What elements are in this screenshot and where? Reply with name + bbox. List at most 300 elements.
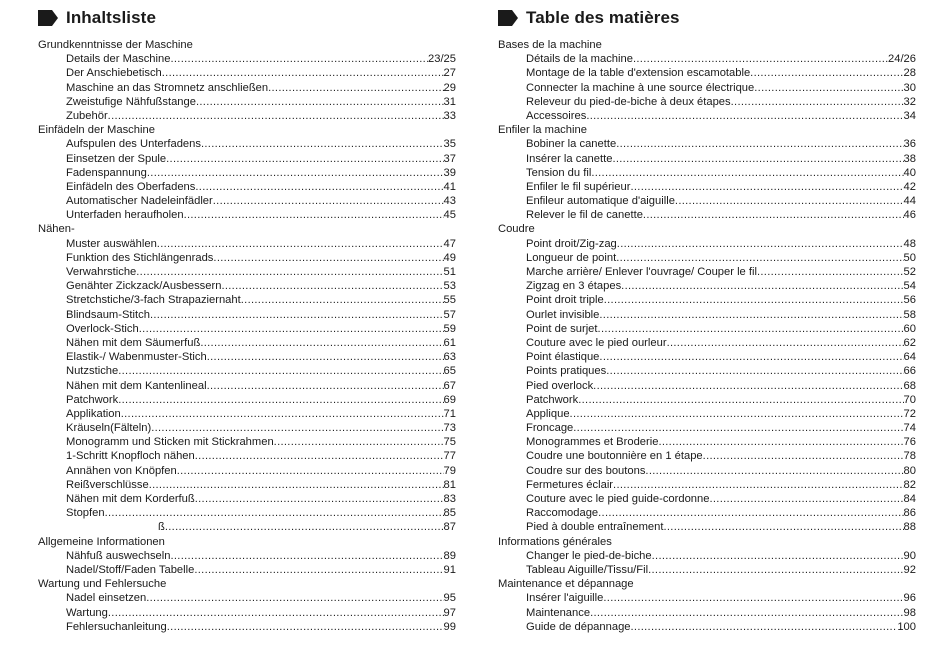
- toc-entry-label: Relever le fil de canette: [526, 209, 643, 222]
- toc-entry-page: 35: [443, 138, 456, 151]
- toc-entry-label: Pied overlock: [526, 379, 594, 392]
- toc-entry-label: Applikation: [66, 407, 121, 420]
- toc-entry-label: Der Anschiebetisch: [66, 67, 162, 80]
- toc-dot-leader: [166, 152, 443, 166]
- toc-entry: [498, 52, 916, 66]
- toc-dot-leader: [604, 293, 904, 307]
- toc-entry: [38, 620, 456, 634]
- toc-entry-page: 34: [903, 109, 916, 122]
- toc-dot-leader: [121, 407, 444, 421]
- toc-dot-leader: [195, 492, 444, 506]
- toc-entry-label: Connecter la machine à une source électrique: [526, 81, 755, 94]
- toc-entry: [38, 194, 456, 208]
- toc-dot-leader: [201, 137, 444, 151]
- toc-entry: [498, 279, 916, 293]
- toc-entry: [38, 464, 456, 478]
- toc-entry-page: 85: [443, 507, 456, 520]
- toc-entry-label: Pied à double entraînement: [526, 521, 664, 534]
- toc-entry-label: Nadel einsetzen: [66, 592, 147, 605]
- toc-dot-leader: [631, 620, 898, 634]
- toc-entry: [498, 393, 916, 407]
- toc-entry-label: Einsetzen der Spule: [66, 152, 167, 165]
- toc-entry: [498, 421, 916, 435]
- toc-entry: [38, 478, 456, 492]
- toc-dot-leader: [105, 506, 444, 520]
- toc-dot-leader: [598, 506, 903, 520]
- toc-dot-leader: [162, 66, 444, 80]
- toc-dot-leader: [207, 379, 444, 393]
- toc-entry: [38, 492, 456, 506]
- toc-entry-label: Wartung: [66, 606, 108, 619]
- toc-entry-page: 28: [903, 67, 916, 80]
- toc-entry: [498, 478, 916, 492]
- toc-dot-leader: [268, 81, 443, 95]
- toc-dot-leader: [754, 81, 903, 95]
- toc-section-heading: [498, 123, 916, 137]
- toc-section-heading: [38, 38, 456, 52]
- toc-entry: [498, 506, 916, 520]
- toc-entry: [498, 591, 916, 605]
- toc-entry-page: 50: [903, 251, 916, 264]
- toc-entry-page: 57: [443, 308, 456, 321]
- toc-dot-leader: [578, 393, 903, 407]
- toc-dot-leader: [603, 591, 903, 605]
- toc-dot-leader: [606, 364, 903, 378]
- toc-dot-leader: [147, 166, 444, 180]
- toc-entry: [38, 379, 456, 393]
- pentagon-marker-icon: [38, 10, 58, 26]
- toc-entry: [498, 308, 916, 322]
- toc-entry: [38, 350, 456, 364]
- toc-entry-page: 86: [903, 507, 916, 520]
- toc-entry-page: 82: [903, 478, 916, 491]
- toc-entry-page: 39: [443, 166, 456, 179]
- toc-entry-page: 24/26: [888, 53, 916, 66]
- toc-entry-page: 78: [903, 450, 916, 463]
- toc-entry-label: Fadenspannung: [66, 166, 147, 179]
- toc-entry-label: Overlock-Stich: [66, 322, 139, 335]
- toc-entry: [498, 464, 916, 478]
- toc-entry-label: Reißverschlüsse: [66, 478, 149, 491]
- toc-entry-label: Stretchstiche/3-fach Strapaziernaht: [66, 294, 241, 307]
- toc-entry: [498, 66, 916, 80]
- toc-entry-page: 59: [443, 322, 456, 335]
- toc-dot-leader: [136, 265, 443, 279]
- toc-entry: [38, 166, 456, 180]
- toc-entry-label: Nähfuß auswechseln: [66, 549, 171, 562]
- toc-entry: [498, 563, 916, 577]
- toc-dot-leader: [593, 379, 903, 393]
- toc-dot-leader: [570, 407, 904, 421]
- toc-entry-label: 1-Schritt Knopfloch nähen: [66, 450, 195, 463]
- toc-entry-label: Bases de la machine: [498, 39, 602, 51]
- toc-entry-label: Nutzstiche: [66, 365, 119, 378]
- toc-entry-page: 98: [903, 606, 916, 619]
- toc-dot-leader: [165, 520, 444, 534]
- toc-entry-label: Monogramm und Sticken mit Stickrahmen: [66, 436, 274, 449]
- toc-entry-page: 72: [903, 407, 916, 420]
- toc-dot-leader: [658, 435, 903, 449]
- toc-dot-leader: [170, 549, 443, 563]
- toc-entry: [38, 435, 456, 449]
- toc-entry-label: Nähen mit dem Korderfuß: [66, 493, 195, 505]
- toc-entry: [38, 66, 456, 80]
- toc-entry-page: 89: [443, 549, 456, 562]
- toc-dot-leader: [590, 606, 903, 620]
- toc-entry-page: 83: [443, 493, 456, 505]
- toc-entry-label: Coudre: [498, 223, 535, 236]
- toc-entry-label: Froncage: [526, 422, 574, 435]
- toc-entry-label: Details der Maschine: [66, 53, 171, 66]
- toc-entry-label: Enfiler le fil supérieur: [526, 180, 631, 193]
- toc-entry: [498, 152, 916, 166]
- toc-entry-label: Point de surjet: [526, 322, 598, 335]
- toc-entry-label: Zubehör: [66, 109, 108, 122]
- toc-entry-page: 84: [903, 493, 916, 505]
- toc-dot-leader: [599, 350, 903, 364]
- toc-entry-page: 96: [903, 592, 916, 605]
- toc-entry: [38, 506, 456, 520]
- toc-entry-label: Elastik-/ Wabenmuster-Stich: [66, 351, 207, 364]
- toc-entry-label: Automatischer Nadeleinfädler: [66, 195, 213, 208]
- toc-entry: [38, 308, 456, 322]
- toc-entry-page: 37: [443, 152, 456, 165]
- toc-entry: [38, 407, 456, 421]
- toc-dot-leader: [150, 308, 444, 322]
- toc-dot-leader: [591, 166, 903, 180]
- toc-entry-label: Kräuseln(Fälteln): [66, 422, 152, 435]
- toc-entry-page: 56: [903, 294, 916, 307]
- toc-entry-page: 67: [443, 379, 456, 392]
- toc-entry-label: Raccomodage: [526, 507, 599, 520]
- toc-dot-leader: [573, 421, 903, 435]
- toc-entry: [38, 563, 456, 577]
- toc-entry-label: Fermetures éclair: [526, 478, 614, 491]
- toc-section-heading: [38, 535, 456, 549]
- toc-entry-page: 80: [903, 464, 916, 477]
- toc-entry-label: Coudre sur des boutons: [526, 464, 646, 477]
- toc-entry-page: 32: [903, 95, 916, 108]
- toc-entry-label: Accessoires: [526, 109, 587, 122]
- toc-entry: [38, 279, 456, 293]
- toc-entry-page: 30: [903, 81, 916, 94]
- toc-dot-leader: [177, 464, 444, 478]
- toc-dot-leader: [195, 180, 443, 194]
- toc-entry-label: Guide de dépannage: [526, 620, 631, 633]
- toc-entry-label: Genähter Zickzack/Ausbessern: [66, 280, 222, 293]
- toc-dot-leader: [750, 66, 903, 80]
- toc-entry-label: Maintenance: [526, 606, 591, 619]
- toc-dot-leader: [108, 109, 444, 123]
- toc-section-heading: [498, 535, 916, 549]
- toc-entry: [498, 435, 916, 449]
- toc-entry-page: 76: [903, 436, 916, 449]
- toc-entry-label: Changer le pied-de-biche: [526, 549, 652, 562]
- toc-entry-page: 38: [903, 152, 916, 165]
- toc-entry-page: 71: [443, 407, 456, 420]
- toc-entry-page: 75: [443, 436, 456, 449]
- toc-section-heading: [38, 123, 456, 137]
- toc-entry-page: 74: [903, 422, 916, 435]
- toc-entry: [38, 520, 456, 534]
- toc-entry-label: Nähen mit dem Kantenlineal: [66, 379, 207, 392]
- toc-entry: [498, 265, 916, 279]
- toc-entry-label: Enfileur automatique d'aiguille: [526, 195, 675, 208]
- toc-entry-label: Détails de la machine: [526, 53, 633, 66]
- toc-dot-leader: [213, 251, 443, 265]
- toc-entry-label: Annähen von Knöpfen: [66, 464, 177, 477]
- toc-entry: [498, 81, 916, 95]
- toc-entry-page: 55: [443, 294, 456, 307]
- toc-entry: [38, 364, 456, 378]
- toc-dot-leader: [118, 393, 443, 407]
- toc-entry: [498, 492, 916, 506]
- toc-dot-leader: [613, 478, 904, 492]
- toc-entry-page: 91: [443, 563, 456, 576]
- toc-entry-page: 90: [903, 549, 916, 562]
- toc-entry: [498, 137, 916, 151]
- toc-dot-leader: [586, 109, 903, 123]
- toc-entry: [498, 237, 916, 251]
- toc-dot-leader: [200, 336, 443, 350]
- toc-dot-leader: [703, 449, 904, 463]
- toc-entry: [38, 208, 456, 222]
- toc-entry: [498, 379, 916, 393]
- toc-dot-leader: [196, 95, 444, 109]
- toc-entry-page: 29: [443, 81, 456, 94]
- toc-entry-page: 66: [903, 365, 916, 378]
- toc-entry: [38, 81, 456, 95]
- toc-entry: [38, 322, 456, 336]
- toc-entry-page: 54: [903, 280, 916, 293]
- toc-entry-page: 65: [443, 365, 456, 378]
- toc-entry: [498, 208, 916, 222]
- toc-entry: [38, 421, 456, 435]
- toc-entry-page: 64: [903, 351, 916, 364]
- toc-entry-label: Patchwork: [526, 393, 579, 406]
- toc-entry-label: Nähen-: [38, 223, 75, 236]
- toc-entry: [38, 137, 456, 151]
- toc-dot-leader: [599, 308, 903, 322]
- toc-entry-page: 69: [443, 393, 456, 406]
- toc-entry: [38, 393, 456, 407]
- toc-dot-leader: [645, 464, 903, 478]
- toc-french: [498, 8, 916, 634]
- toc-entry-label: Marche arrière/ Enlever l'ouvrage/ Couper le fil: [526, 266, 757, 278]
- toc-section-heading: [38, 222, 456, 236]
- toc-entry-page: 42: [903, 180, 916, 193]
- toc-entry-page: 43: [443, 195, 456, 208]
- toc-german-title: Inhaltsliste: [66, 8, 157, 27]
- toc-dot-leader: [621, 279, 903, 293]
- toc-entry-label: Nadel/Stoff/Faden Tabelle: [66, 563, 195, 576]
- toc-entry-page: 52: [903, 266, 916, 278]
- toc-entry: [498, 95, 916, 109]
- toc-entry-label: Fehlersuchanleitung: [66, 620, 167, 633]
- toc-entry-label: Coudre une boutonnière en 1 étape: [526, 450, 703, 463]
- toc-dot-leader: [675, 194, 904, 208]
- toc-entry: [498, 407, 916, 421]
- toc-entry: [498, 549, 916, 563]
- toc-entry-page: 92: [903, 563, 916, 576]
- toc-dot-leader: [616, 137, 903, 151]
- toc-entry-page: 53: [443, 280, 456, 293]
- toc-entry-label: Point droit/Zig-zag: [526, 237, 617, 250]
- toc-entry-label: Enfiler la machine: [498, 124, 587, 137]
- toc-entry-label: Releveur du pied-de-biche à deux étapes: [526, 95, 731, 108]
- toc-entry-label: ß: [158, 521, 165, 534]
- toc-entry-label: Nähen mit dem Säumerfuß: [66, 336, 201, 349]
- toc-dot-leader: [139, 322, 444, 336]
- toc-entry-label: Aufspulen des Unterfadens: [66, 138, 201, 151]
- toc-entry-page: 36: [903, 138, 916, 151]
- toc-dot-leader: [194, 563, 443, 577]
- toc-entry: [498, 293, 916, 307]
- toc-entry-label: Informations générales: [498, 535, 612, 548]
- toc-entry-page: 49: [443, 251, 456, 264]
- toc-entry-label: Funktion des Stichlängenrads: [66, 251, 214, 264]
- toc-dot-leader: [184, 208, 444, 222]
- toc-entry: [498, 336, 916, 350]
- toc-dot-leader: [612, 152, 903, 166]
- toc-entry-label: Montage de la table d'extension escamotable: [526, 67, 751, 80]
- toc-entry-page: 31: [443, 95, 456, 108]
- toc-entry-page: 100: [897, 620, 916, 633]
- toc-entry-page: 58: [903, 308, 916, 321]
- toc-entry-label: Wartung und Fehlersuche: [38, 578, 167, 591]
- toc-dot-leader: [757, 265, 904, 279]
- toc-entry-label: Stopfen: [66, 507, 105, 520]
- toc-entry-page: 81: [443, 478, 456, 491]
- toc-entry-label: Maschine an das Stromnetz anschließen: [66, 81, 269, 94]
- toc-french-title: Table des matières: [526, 8, 680, 27]
- toc-entry: [498, 620, 916, 634]
- toc-entry: [38, 52, 456, 66]
- toc-entry: [38, 180, 456, 194]
- toc-section-heading: [498, 222, 916, 236]
- toc-dot-leader: [167, 620, 444, 634]
- toc-dot-leader: [207, 350, 444, 364]
- toc-dot-leader: [731, 95, 904, 109]
- pentagon-marker-icon: [498, 10, 518, 26]
- toc-entry-page: 27: [443, 67, 456, 80]
- toc-entry-page: 95: [443, 592, 456, 605]
- toc-entry-page: 68: [903, 379, 916, 392]
- toc-entry: [38, 293, 456, 307]
- toc-entry-label: Einfädeln der Maschine: [38, 124, 155, 137]
- toc-entry-page: 70: [903, 393, 916, 406]
- toc-dot-leader: [118, 364, 443, 378]
- toc-dot-leader: [630, 180, 903, 194]
- toc-entry-label: Zigzag en 3 étapes: [526, 280, 622, 293]
- toc-entry-label: Insérer l'aiguille: [526, 592, 604, 605]
- toc-entry-page: 62: [903, 336, 916, 349]
- toc-entry-page: 73: [443, 422, 456, 435]
- toc-german-entries: [38, 38, 456, 634]
- toc-entry-page: 99: [443, 620, 456, 633]
- toc-entry: [38, 237, 456, 251]
- toc-entry-page: 44: [903, 195, 916, 208]
- toc-entry-page: 48: [903, 237, 916, 250]
- toc-section-heading: [38, 577, 456, 591]
- toc-dot-leader: [221, 279, 443, 293]
- toc-entry-label: Maintenance et dépannage: [498, 578, 634, 591]
- toc-dot-leader: [241, 293, 444, 307]
- toc-dot-leader: [151, 421, 443, 435]
- toc-dot-leader: [616, 251, 903, 265]
- toc-entry-label: Zweistufige Nähfußstange: [66, 95, 196, 108]
- toc-dot-leader: [146, 591, 443, 605]
- toc-dot-leader: [274, 435, 444, 449]
- toc-entry: [38, 449, 456, 463]
- toc-dot-leader: [195, 449, 444, 463]
- toc-entry: [498, 350, 916, 364]
- toc-entry: [498, 194, 916, 208]
- toc-entry-page: 46: [903, 209, 916, 222]
- toc-entry-page: 33: [443, 109, 456, 122]
- toc-entry-label: Grundkenntnisse der Maschine: [38, 39, 193, 51]
- toc-entry: [498, 180, 916, 194]
- toc-dot-leader: [149, 478, 444, 492]
- toc-entry-label: Blindsaum-Stitch: [66, 308, 150, 321]
- toc-entry: [38, 336, 456, 350]
- toc-entry: [498, 520, 916, 534]
- toc-entry: [498, 251, 916, 265]
- toc-entry-label: Point élastique: [526, 351, 600, 364]
- toc-entry-page: 47: [443, 237, 456, 250]
- toc-entry: [498, 606, 916, 620]
- toc-entry-label: Points pratiques: [526, 365, 607, 378]
- toc-entry: [498, 449, 916, 463]
- toc-entry-label: Insérer la canette: [526, 152, 613, 165]
- toc-entry-page: 61: [443, 336, 456, 349]
- toc-entry-page: 87: [443, 521, 456, 534]
- toc-dot-leader: [213, 194, 444, 208]
- toc-dot-leader: [643, 208, 904, 222]
- toc-dot-leader: [709, 492, 903, 506]
- toc-dot-leader: [157, 237, 444, 251]
- toc-entry: [38, 265, 456, 279]
- toc-entry-page: 97: [443, 606, 456, 619]
- toc-entry-page: 40: [903, 166, 916, 179]
- toc-entry-label: Longueur de point: [526, 251, 617, 264]
- toc-entry-label: Applique: [526, 407, 570, 420]
- toc-german: [38, 8, 456, 634]
- toc-french-heading: [498, 8, 916, 28]
- toc-entry: [498, 166, 916, 180]
- toc-entry-page: 45: [443, 209, 456, 222]
- toc-dot-leader: [667, 336, 904, 350]
- toc-entry: [38, 606, 456, 620]
- toc-dot-leader: [170, 52, 428, 66]
- toc-entry-page: 41: [443, 180, 456, 193]
- toc-section-heading: [498, 577, 916, 591]
- toc-entry-label: Couture avec le pied guide-cordonne: [526, 493, 710, 505]
- toc-entry-label: Unterfaden heraufholen: [66, 209, 184, 222]
- toc-french-entries: [498, 38, 916, 634]
- toc-dot-leader: [617, 237, 904, 251]
- toc-entry-page: 51: [443, 266, 456, 278]
- toc-entry-page: 77: [443, 450, 456, 463]
- toc-entry-label: Einfädeln des Oberfadens: [66, 180, 196, 193]
- toc-entry: [498, 322, 916, 336]
- toc-entry-label: Bobiner la canette: [526, 138, 617, 151]
- toc-dot-leader: [663, 520, 903, 534]
- toc-entry: [38, 549, 456, 563]
- toc-german-heading: [38, 8, 456, 28]
- toc-entry-label: Patchwork: [66, 393, 119, 406]
- toc-entry: [38, 109, 456, 123]
